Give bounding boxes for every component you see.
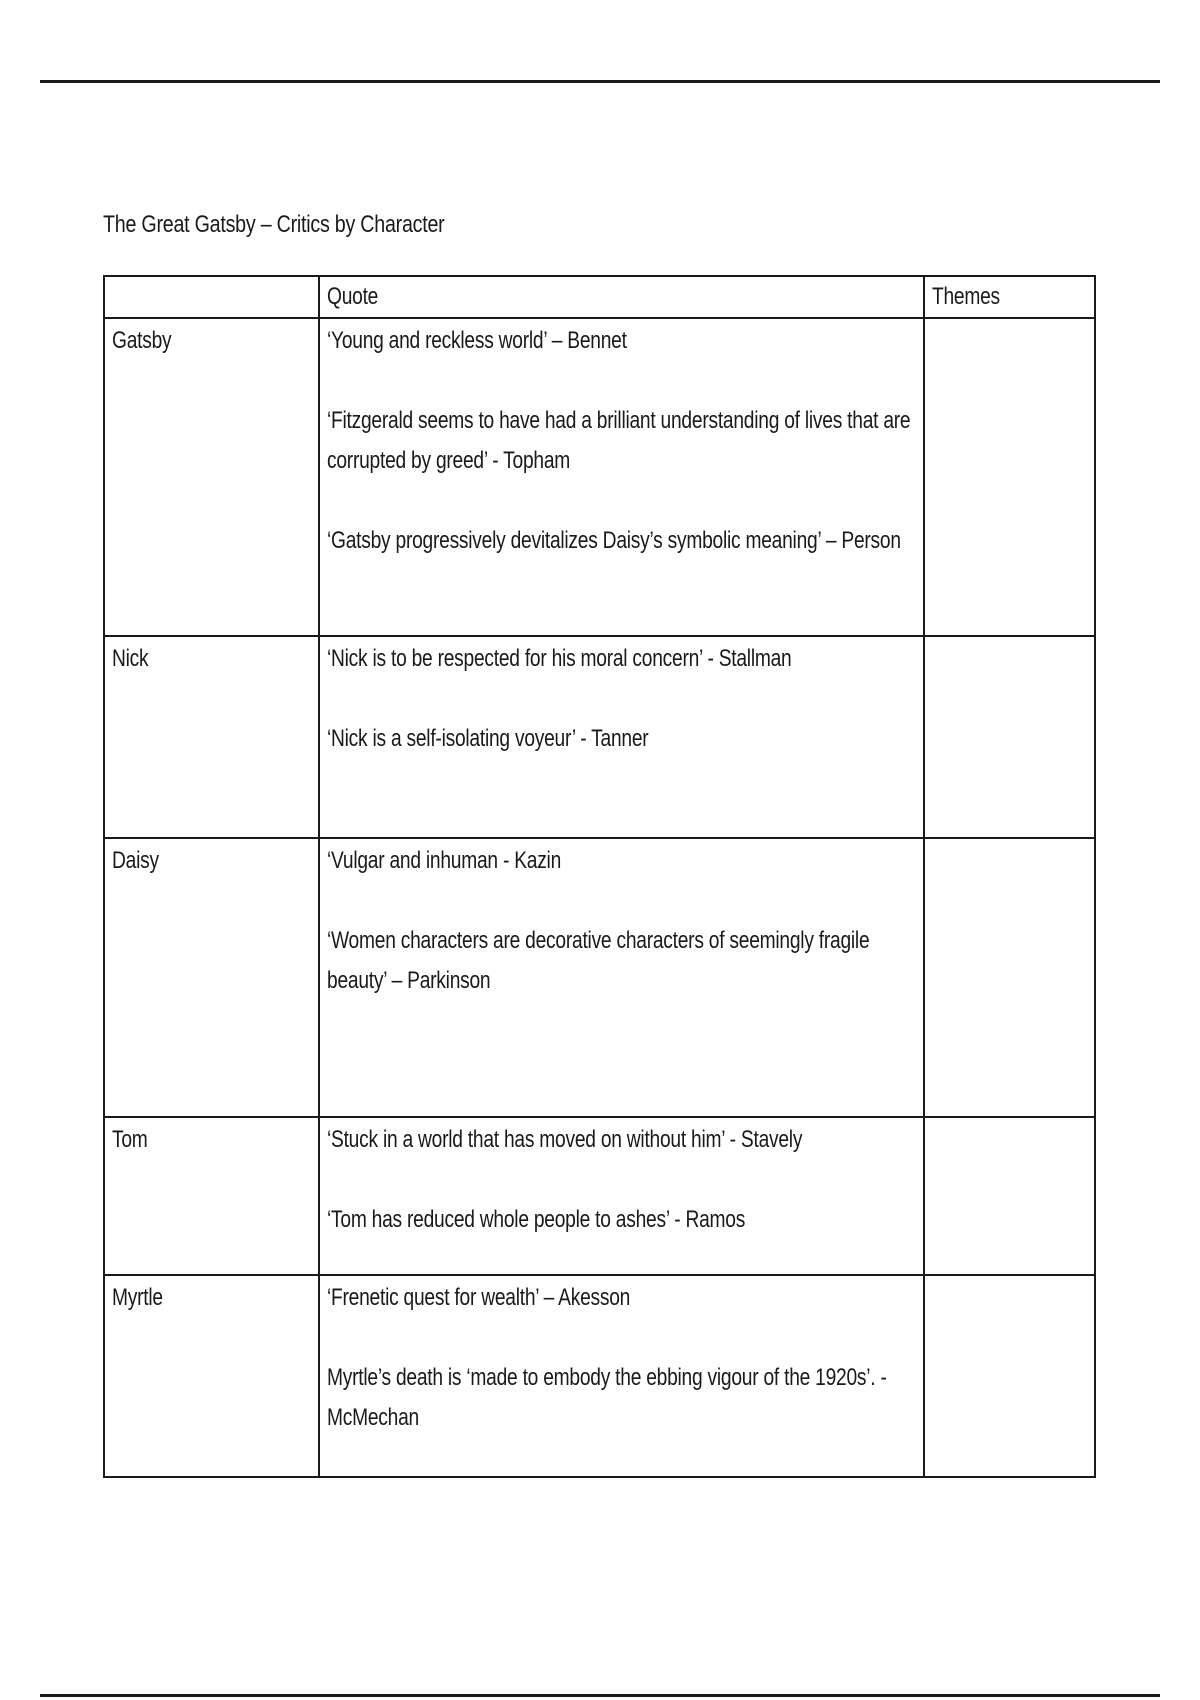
- character-name: Daisy: [112, 847, 159, 874]
- header-themes-cell: [924, 276, 1095, 318]
- bottom-rule: [40, 1694, 1160, 1697]
- character-name: Myrtle: [112, 1284, 163, 1311]
- table-row: [104, 1275, 1095, 1477]
- critic-quote: ‘Frenetic quest for wealth’ – Akesson: [327, 1284, 631, 1311]
- character-cell: [104, 636, 319, 838]
- critic-quote: ‘Nick is to be respected for his moral concern’ - Stallman: [327, 645, 792, 672]
- character-name: Nick: [112, 645, 149, 672]
- header-quote-cell: [319, 276, 924, 318]
- critic-quote: ‘Vulgar and inhuman - Kazin: [327, 847, 562, 874]
- quote-cell: [319, 318, 924, 636]
- themes-cell[interactable]: [924, 1275, 1095, 1477]
- critics-table: [103, 275, 1096, 1478]
- table-row: [104, 318, 1095, 636]
- table-row: [104, 636, 1095, 838]
- top-rule: [40, 80, 1160, 83]
- header-quote-label: Quote: [327, 283, 379, 310]
- header-themes-label: Themes: [932, 283, 1000, 310]
- header-character-cell: [104, 276, 319, 318]
- critic-quote: ‘Young and reckless world’ – Bennet: [327, 327, 627, 354]
- document-title: The Great Gatsby – Critics by Character: [103, 211, 445, 238]
- character-name: Tom: [112, 1126, 148, 1153]
- critic-quote: ‘Tom has reduced whole people to ashes’ - Ramos: [327, 1206, 746, 1233]
- themes-cell[interactable]: [924, 318, 1095, 636]
- quote-cell: [319, 1117, 924, 1275]
- critic-quote: ‘Fitzgerald seems to have had a brilliant understanding of lives that are corrupted by greed’ - Topham: [327, 407, 911, 474]
- critic-quote: ‘Gatsby progressively devitalizes Daisy’s symbolic meaning’ – Person: [327, 527, 901, 554]
- quote-cell: [319, 1275, 924, 1477]
- table-header-row: [104, 276, 1095, 318]
- character-cell: [104, 1117, 319, 1275]
- critic-quote: ‘Stuck in a world that has moved on without him’ - Stavely: [327, 1126, 803, 1153]
- critic-quote: ‘Nick is a self-isolating voyeur’ - Tanner: [327, 725, 649, 752]
- critic-quote: ‘Women characters are decorative characters of seemingly fragile beauty’ – Parkinson: [327, 927, 870, 994]
- quote-cell: [319, 636, 924, 838]
- character-name: Gatsby: [112, 327, 172, 354]
- character-cell: [104, 838, 319, 1117]
- table-row: [104, 1117, 1095, 1275]
- character-cell: [104, 318, 319, 636]
- critic-quote: Myrtle’s death is ‘made to embody the ebbing vigour of the 1920s’. - McMechan: [327, 1364, 887, 1431]
- table-row: [104, 838, 1095, 1117]
- themes-cell[interactable]: [924, 838, 1095, 1117]
- themes-cell[interactable]: [924, 1117, 1095, 1275]
- character-cell: [104, 1275, 319, 1477]
- themes-cell[interactable]: [924, 636, 1095, 838]
- quote-cell: [319, 838, 924, 1117]
